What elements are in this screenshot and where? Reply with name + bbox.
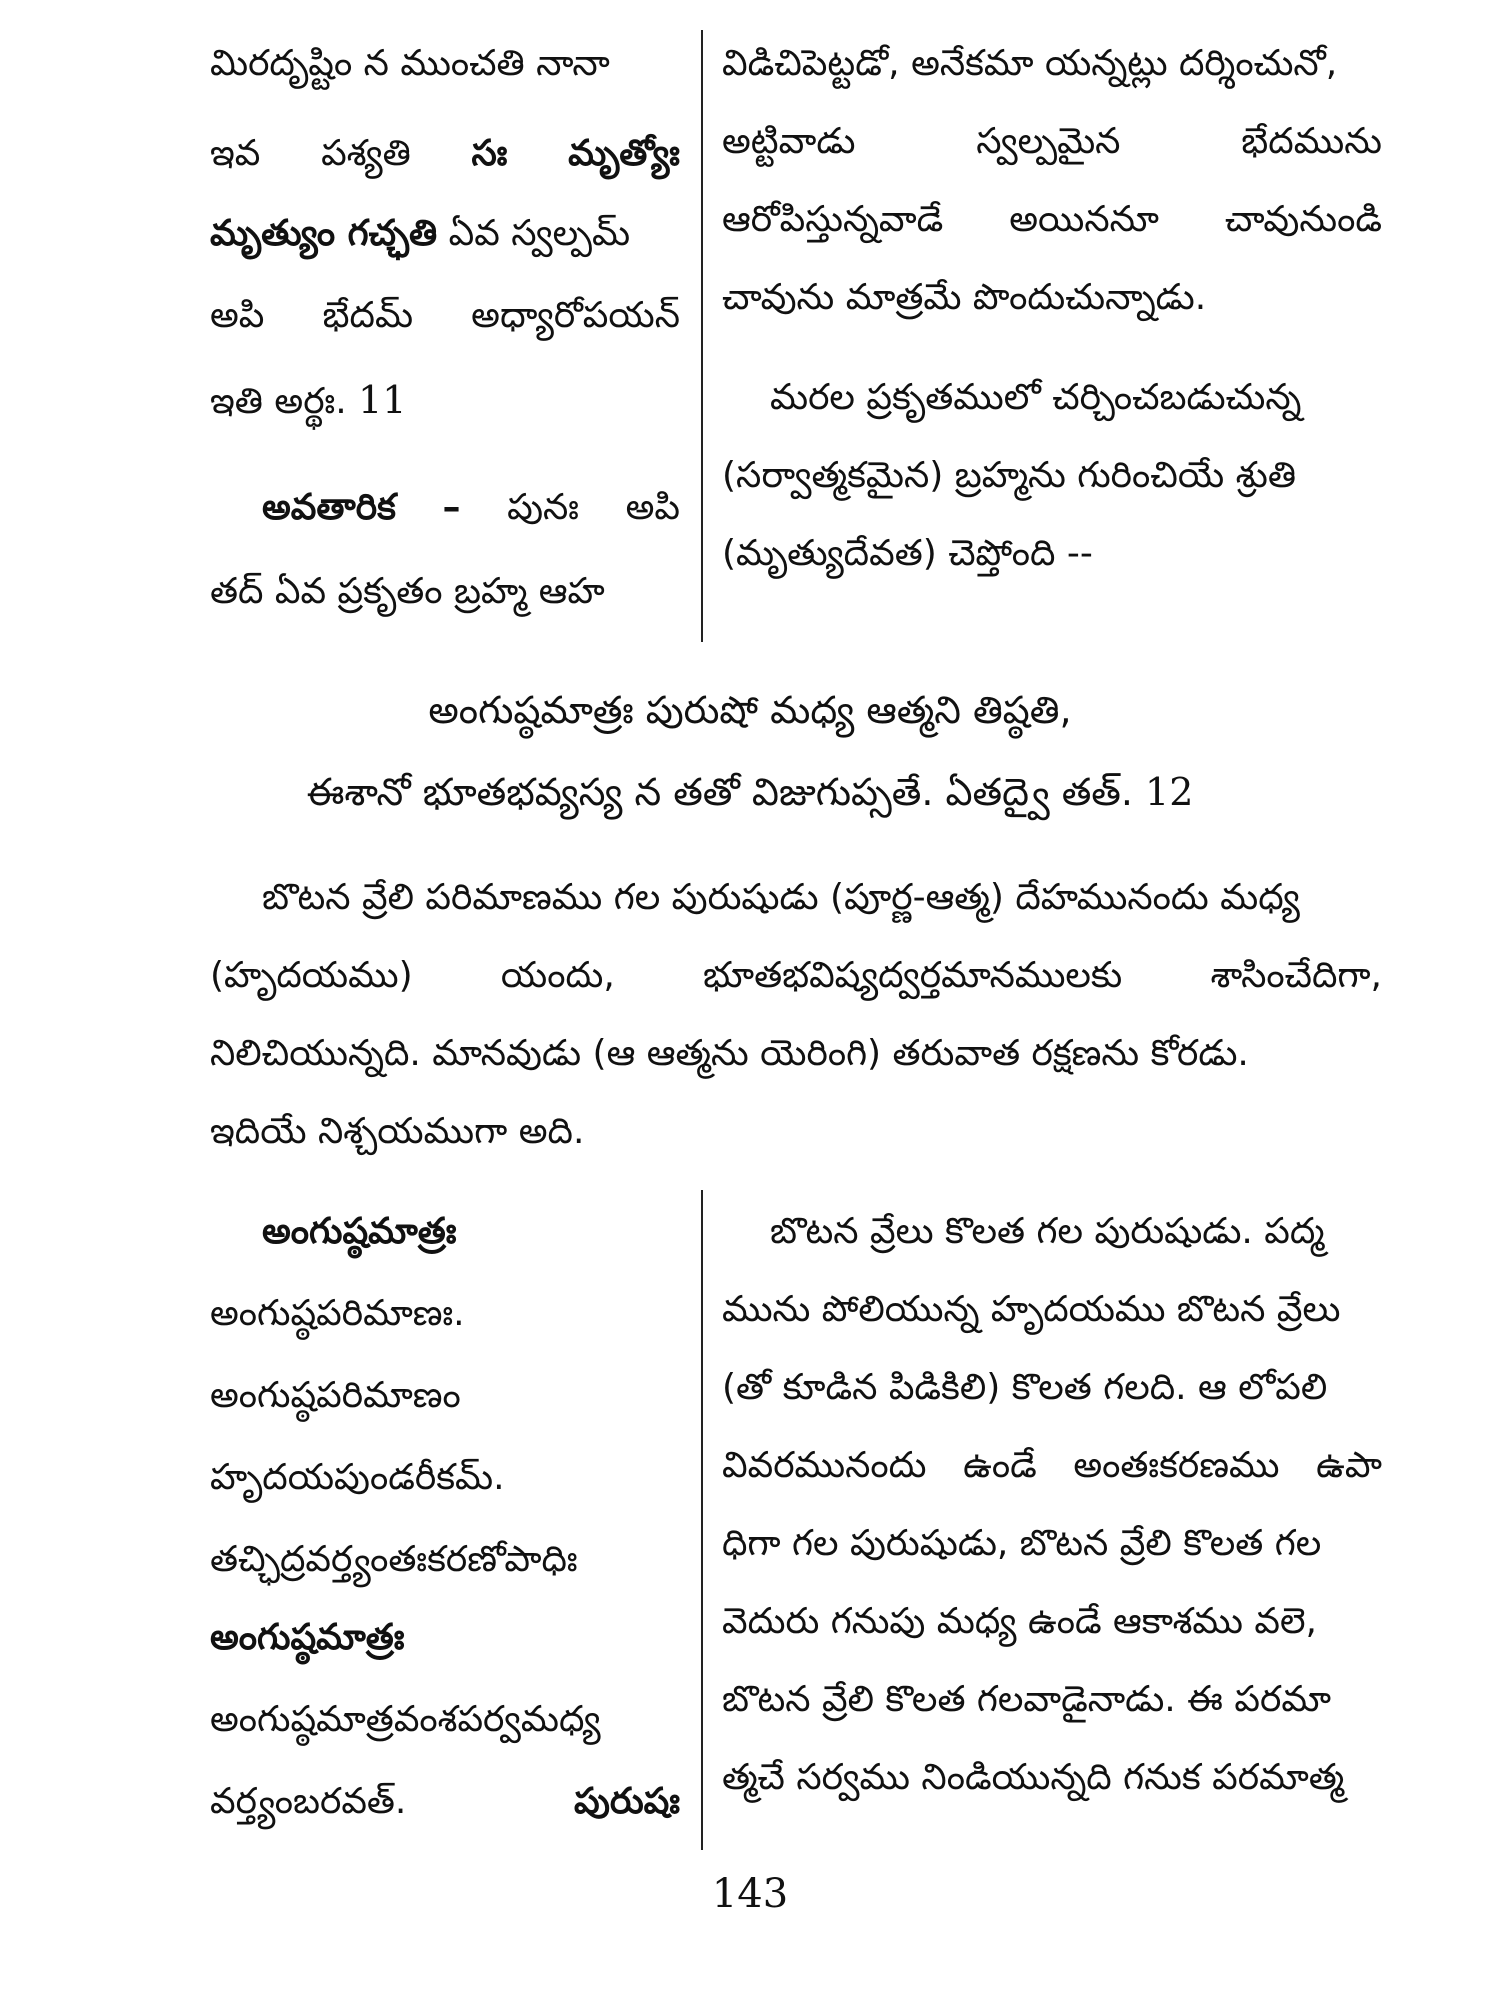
top-left-line-3: మృత్యుం గచ్ఛతి ఏవ స్వల్పమ్: [210, 213, 631, 254]
bottom-right-line-3: (తో కూడిన పిడికిలి) కొలత గలది. ఆ లోపలి: [722, 1367, 1328, 1408]
column-divider-top: [701, 30, 703, 642]
bottom-left-term-2: అంగుష్ఠమాత్రః: [210, 1617, 405, 1658]
verse-number-11: 11: [358, 378, 407, 422]
bottom-right-line-1: బొటన వ్రేలు కొలత గల పురుషుడు. పద్మ: [770, 1211, 1325, 1252]
verse-number-12: 12: [1145, 770, 1194, 814]
bottom-left-line-8: వర్త్యంబరవత్. పురుషః: [210, 1781, 680, 1822]
bottom-right-line-6: వెదురు గనుపు మధ్య ఉండే ఆకాశము వలె,: [722, 1601, 1317, 1642]
column-divider-bottom: [701, 1190, 703, 1850]
verse-line-2: ఈశానో భూతభవ్యస్య న తతో విజుగుప్సతే. ఏతద్వై తత్. 12: [306, 770, 1194, 814]
bottom-right-line-2: మును పోలియున్న హృదయము బొటన వ్రేలు: [722, 1289, 1341, 1330]
top-left-line-5: ఇతి అర్థః. 11: [210, 378, 407, 422]
top-right-para2-line-2: (సర్వాత్మకమైన) బ్రహ్మను గురించియే శ్రుతి: [722, 455, 1296, 496]
bottom-left-term-1: అంగుష్ఠమాత్రః: [262, 1211, 457, 1252]
top-right-line-2: అట్టివాడు స్వల్పమైన భేదమును: [722, 121, 1382, 162]
top-left-line-1: మిరదృష్టిం న ముంచతి నానా: [210, 43, 610, 84]
top-left-line-7: తద్ ఏవ ప్రకృతం బ్రహ్మ ఆహ: [210, 571, 605, 612]
bottom-left-line-3: అంగుష్ఠపరిమాణం: [210, 1375, 461, 1416]
translation-line-4: ఇదియే నిశ్చయముగా అది.: [210, 1111, 585, 1152]
bottom-right-line-8: త్మచే సర్వము నిండియున్నది గనుక పరమాత్మ: [722, 1757, 1345, 1798]
bottom-left-line-2: అంగుష్ఠపరిమాణః.: [210, 1293, 465, 1334]
bottom-right-line-7: బొటన వ్రేలి కొలత గలవాడైనాడు. ఈ పరమా: [722, 1679, 1331, 1720]
bottom-left-line-4: హృదయపుండరీకమ్.: [210, 1457, 505, 1498]
top-right-line-1: విడిచిపెట్టడో, అనేకమా యన్నట్లు దర్శించునో,: [722, 43, 1338, 84]
bottom-left-line-7: అంగుష్ఠమాత్రవంశపర్వమధ్య: [210, 1699, 601, 1740]
top-left-line-2: ఇవ పశ్యతి సః మృత్యోః: [210, 133, 680, 174]
bottom-left-line-5: తచ్ఛిద్రవర్త్యంతఃకరణోపాధిః: [210, 1539, 578, 1580]
bottom-right-line-4: వివరమునందు ఉండే అంతఃకరణము ఉపా: [722, 1445, 1382, 1486]
verse-line-1: అంగుష్ఠమాత్రః పురుషో మధ్య ఆత్మని తిష్ఠతి,: [428, 688, 1072, 732]
translation-line-1: బొటన వ్రేలి పరిమాణము గల పురుషుడు (పూర్ణ-ఆత్మ) దేహమునందు మధ్య: [262, 877, 1300, 918]
translation-line-3: నిలిచియున్నది. మానవుడు (ఆ ఆత్మను యెరింగి) తరువాత రక్షణను కోరడు.: [210, 1033, 1249, 1074]
top-right-line-3: ఆరోపిస్తున్నవాడే అయిననూ చావునుండి: [722, 199, 1382, 240]
avatarika-line: అవతారిక – పునః అపి: [262, 484, 680, 532]
top-left-line-4: అపి భేదమ్ అధ్యారోపయన్: [210, 295, 680, 336]
top-right-para2-line-1: మరల ప్రకృతములో చర్చించబడుచున్న: [770, 377, 1302, 418]
page-number: 143: [711, 1871, 789, 1917]
avatarika-label: అవతారిక: [262, 487, 396, 528]
bottom-right-line-5: ధిగా గల పురుషుడు, బొటన వ్రేలి కొలత గల: [722, 1523, 1322, 1564]
translation-line-2: (హృదయము) యందు, భూతభవిష్యద్వర్తమానములకు శాసించేదిగా,: [210, 955, 1382, 996]
top-right-para2-line-3: (మృత్యుదేవత) చెప్తోంది --: [722, 533, 1093, 574]
top-right-line-4: చావును మాత్రమే పొందుచున్నాడు.: [722, 277, 1207, 318]
